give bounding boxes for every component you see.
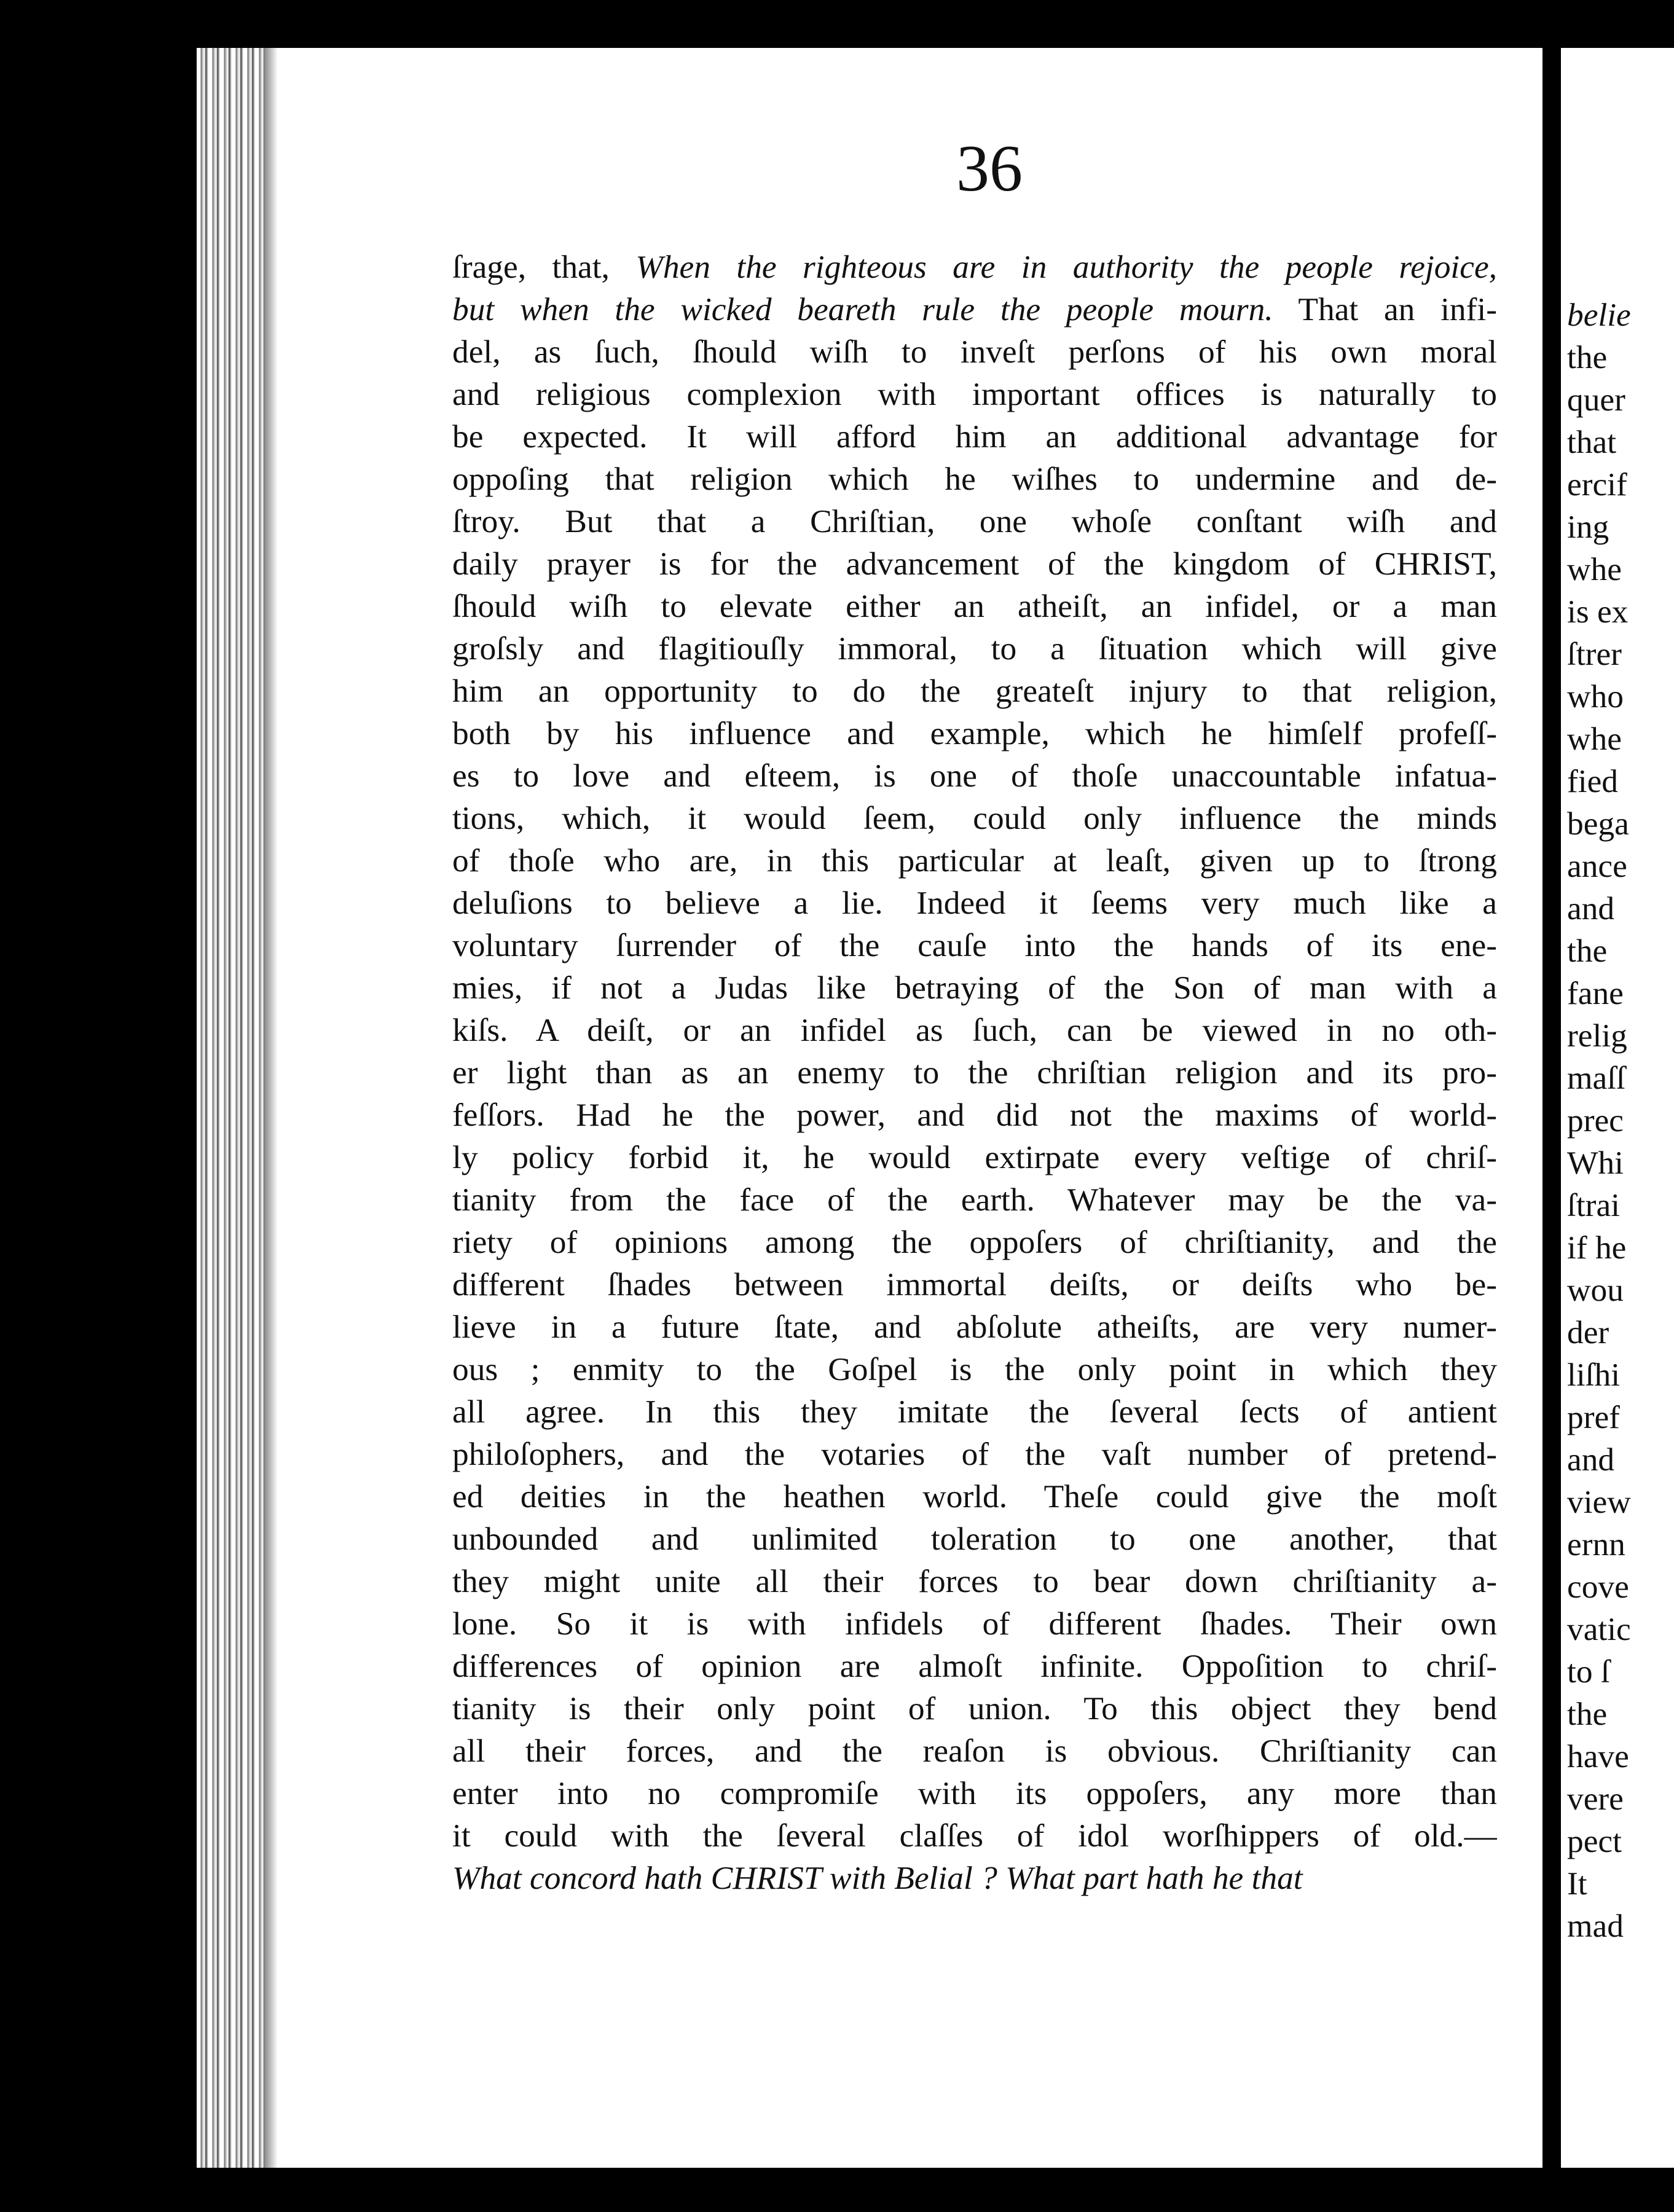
right-text-fragment: bega — [1567, 805, 1629, 842]
text-roman: all agree. In this they imitate the ſeveral ſects of antient — [452, 1393, 1497, 1430]
right-text-fragment: have — [1567, 1738, 1629, 1775]
right-text-fragment: ing — [1567, 508, 1609, 545]
text-roman: es to love and eſteem, is one of thoſe unaccountable infatua- — [452, 757, 1497, 794]
text-roman: del, as ſuch, ſhould wiſh to inveſt perſons of his own moral — [452, 333, 1497, 370]
text-roman: riety of opinions among the oppoſers of chriſtianity, and the — [452, 1223, 1497, 1260]
text-line — [452, 1730, 1497, 1772]
text-roman: it could with the ſeveral claſſes of idol worſhippers of old.— — [452, 1817, 1497, 1854]
right-text-fragment: fied — [1567, 763, 1619, 799]
text-roman: both by his influence and example, which he himſelf profeſſ- — [452, 715, 1497, 751]
text-line — [452, 1560, 1497, 1602]
right-text-fragment: whe — [1567, 551, 1622, 587]
text-roman: feſſors. Had he the power, and did not the maxims of world- — [452, 1096, 1497, 1133]
right-text-fragment: vere — [1567, 1780, 1624, 1817]
text-roman: mies, if not a Judas like betraying of the Son of man with a — [452, 969, 1497, 1006]
right-text-fragment: ance — [1567, 847, 1627, 884]
right-text-fragment: mad — [1567, 1907, 1624, 1944]
text-roman: unbounded and unlimited toleration to one another, that — [452, 1520, 1497, 1557]
text-roman: ſhould wiſh to elevate either an atheiſt, an infidel, or a man — [452, 587, 1497, 624]
text-line — [452, 1433, 1497, 1475]
text-line — [452, 1518, 1497, 1560]
right-text-fragment: pect — [1567, 1822, 1622, 1859]
text-line — [452, 839, 1497, 882]
text-italic: When the righteous are in authority the people rejoice, — [635, 248, 1497, 285]
right-page-text — [1567, 294, 1674, 1947]
text-line — [452, 1263, 1497, 1306]
text-roman: ſrage, that, — [452, 248, 636, 285]
right-text-fragment: vatic — [1567, 1610, 1631, 1647]
right-text-fragment: view — [1567, 1483, 1631, 1520]
text-line — [452, 415, 1497, 458]
text-roman: tianity is their only point of union. To this object they bend — [452, 1690, 1497, 1727]
text-line — [452, 967, 1497, 1009]
text-roman: all their forces, and the reaſon is obvious. Chriſtianity can — [452, 1732, 1497, 1769]
text-line — [452, 797, 1497, 839]
right-text-fragment: ſtrai — [1567, 1186, 1620, 1223]
text-roman: lieve in a future ſtate, and abſolute atheiſts, are very numer- — [452, 1308, 1497, 1345]
right-text-fragment: quer — [1567, 381, 1625, 418]
right-text-fragment: Whi — [1567, 1144, 1624, 1181]
text-line — [452, 1136, 1497, 1179]
text-roman: deluſions to believe a lie. Indeed it ſeems very much like a — [452, 884, 1497, 921]
right-text-fragment: ercif — [1567, 466, 1627, 503]
text-line — [452, 1857, 1497, 1899]
right-text-fragment: the — [1567, 932, 1608, 969]
page-edge-shadow — [264, 48, 278, 2168]
text-line — [452, 1687, 1497, 1730]
text-roman: of thoſe who are, in this particular at leaſt, given up to ſtrong — [452, 842, 1497, 879]
text-roman: ous ; enmity to the Goſpel is the only point in which they — [452, 1351, 1497, 1387]
text-roman: kiſs. A deiſt, or an infidel as ſuch, can be viewed in no oth- — [452, 1011, 1497, 1048]
text-line — [452, 246, 1497, 288]
text-roman: enter into no compromiſe with its oppoſers, any more than — [452, 1775, 1497, 1811]
text-line — [452, 543, 1497, 585]
text-line — [452, 627, 1497, 670]
text-line — [452, 712, 1497, 755]
right-text-fragment: liſhi — [1567, 1356, 1621, 1393]
text-roman: philoſophers, and the votaries of the vaſt number of pretend- — [452, 1435, 1497, 1472]
text-roman: and religious complexion with important offices is naturally to — [452, 375, 1497, 412]
right-text-fragment: and — [1567, 1441, 1615, 1478]
right-text-fragment: der — [1567, 1314, 1609, 1351]
text-line — [452, 1602, 1497, 1645]
text-line — [452, 670, 1497, 712]
right-text-fragment: wou — [1567, 1271, 1624, 1308]
text-line — [452, 331, 1497, 373]
text-roman: tions, which, it would ſeem, could only influence the minds — [452, 799, 1497, 836]
text-line — [452, 458, 1497, 500]
text-roman: That an infi- — [1273, 291, 1497, 327]
text-line — [452, 1348, 1497, 1390]
text-line — [452, 1772, 1497, 1814]
text-line — [452, 1221, 1497, 1263]
text-line — [452, 288, 1497, 331]
text-line — [452, 924, 1497, 967]
text-roman: tianity from the face of the earth. Whatever may be the va- — [452, 1181, 1497, 1218]
right-text-fragment: fane — [1567, 975, 1624, 1011]
text-roman: groſsly and flagitiouſly immoral, to a ſituation which will give — [452, 630, 1497, 667]
right-text-fragment: maſſ — [1567, 1059, 1625, 1096]
right-text-fragment: It — [1567, 1865, 1587, 1902]
text-line — [452, 1645, 1497, 1687]
text-line — [452, 1094, 1497, 1136]
text-roman: lone. So it is with infidels of different ſhades. Their own — [452, 1605, 1497, 1642]
right-page — [1561, 48, 1674, 2168]
right-text-fragment: whe — [1567, 720, 1622, 757]
page-number: 36 — [956, 132, 1023, 205]
text-line — [452, 755, 1497, 797]
right-text-fragment: ſtrer — [1567, 635, 1622, 672]
right-text-fragment: the — [1567, 1695, 1608, 1732]
text-line — [452, 1306, 1497, 1348]
text-roman: they might unite all their forces to bear down chriſtianity a- — [452, 1563, 1497, 1599]
right-text-fragment: who — [1567, 678, 1624, 715]
text-line — [452, 585, 1497, 627]
right-text-fragment: is ex — [1567, 593, 1629, 630]
text-roman: him an opportunity to do the greateſt injury to that religion, — [452, 672, 1497, 709]
right-text-fragment: ernn — [1567, 1526, 1625, 1563]
text-roman: voluntary ſurrender of the cauſe into the hands of its ene- — [452, 927, 1497, 963]
text-line — [452, 1179, 1497, 1221]
book-gutter — [1542, 0, 1561, 2212]
text-line — [452, 1814, 1497, 1857]
text-roman: daily prayer is for the advancement of the kingdom of CHRIST, — [452, 545, 1497, 582]
text-italic: but when the wicked beareth rule the people mourn. — [452, 291, 1273, 327]
text-line — [452, 373, 1497, 415]
text-roman: ed deities in the heathen world. Theſe could give the moſt — [452, 1478, 1497, 1515]
right-text-fragment: prec — [1567, 1102, 1624, 1139]
right-text-fragment: cove — [1567, 1568, 1629, 1605]
right-text-fragment: relig — [1567, 1017, 1627, 1054]
text-roman: be expected. It will afford him an additional advantage for — [452, 418, 1497, 455]
right-text-fragment: and — [1567, 890, 1615, 927]
right-text-fragment: that — [1567, 423, 1617, 460]
text-line — [452, 1009, 1497, 1051]
text-line — [452, 1390, 1497, 1433]
page-edges — [197, 48, 264, 2168]
body-text — [452, 246, 1497, 1899]
right-text-fragment: the — [1567, 339, 1608, 375]
text-line — [452, 1475, 1497, 1518]
text-italic: What concord hath CHRIST with Belial ? What part hath he that — [452, 1859, 1303, 1896]
right-text-fragment: to ſ — [1567, 1653, 1610, 1690]
text-roman: different ſhades between immortal deiſts, or deiſts who be- — [452, 1266, 1497, 1303]
text-line — [452, 1051, 1497, 1094]
right-text-fragment: belie — [1567, 296, 1631, 333]
text-roman: ly policy forbid it, he would extirpate every veſtige of chriſ- — [452, 1139, 1497, 1175]
right-text-fragment: if he — [1567, 1229, 1627, 1266]
text-roman: oppoſing that religion which he wiſhes to undermine and de- — [452, 460, 1497, 497]
text-line — [452, 500, 1497, 543]
text-roman: ſtroy. But that a Chriſtian, one whoſe conſtant wiſh and — [452, 503, 1497, 539]
text-line — [452, 882, 1497, 924]
text-roman: differences of opinion are almoſt infinite. Oppoſition to chriſ- — [452, 1647, 1497, 1684]
text-roman: er light than as an enemy to the chriſtian religion and its pro- — [452, 1054, 1497, 1091]
right-text-fragment: pref — [1567, 1398, 1620, 1435]
